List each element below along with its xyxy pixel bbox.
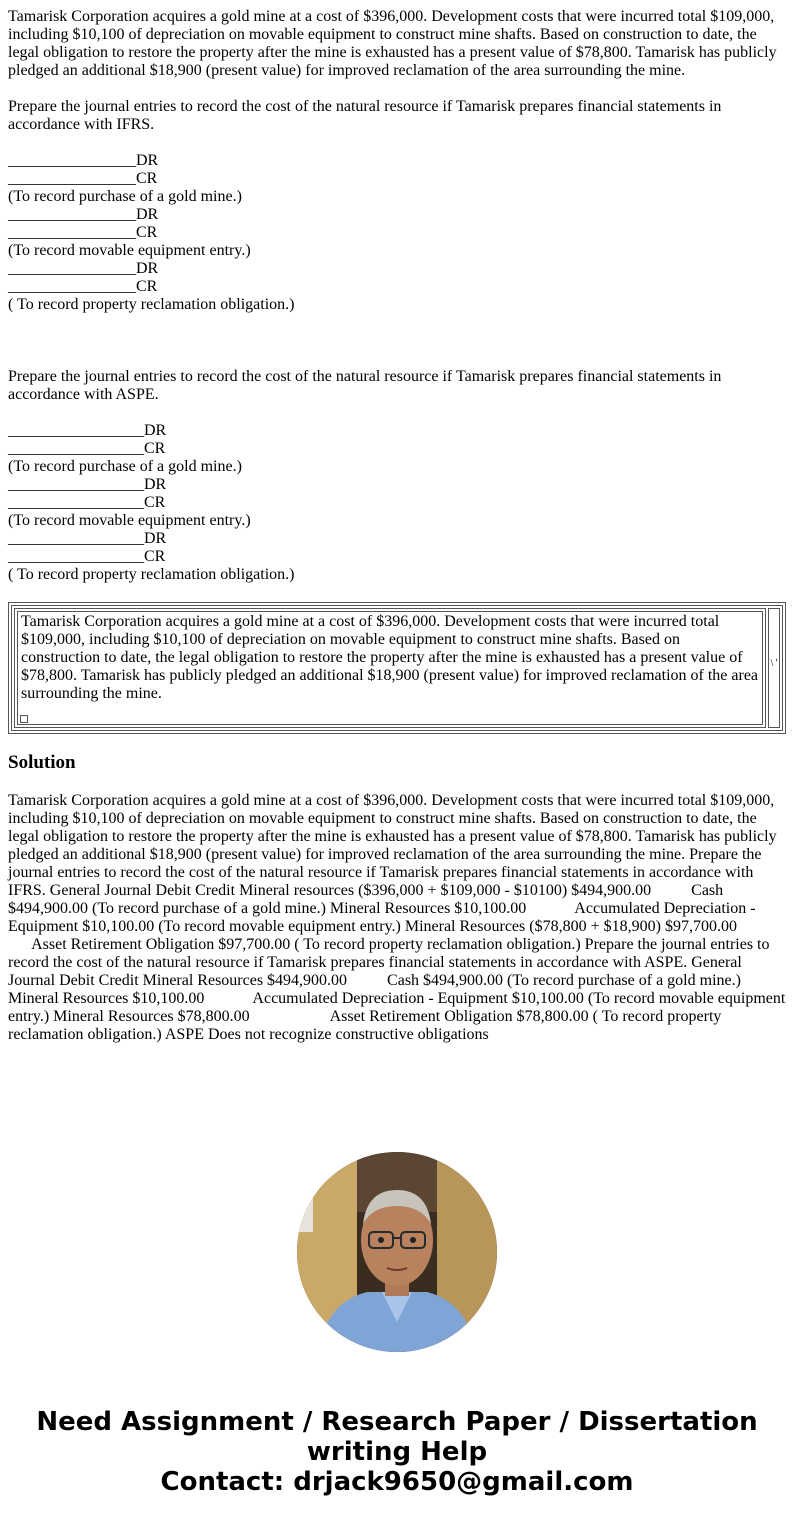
resize-handle-icon[interactable] (20, 715, 28, 723)
aspe-line: (To record purchase of a gold mine.) (8, 458, 242, 475)
ifrs-line: ________________CR (8, 224, 158, 241)
quote-textarea[interactable] (17, 611, 763, 725)
aspe-line: _________________DR (8, 530, 167, 547)
quote-box (8, 602, 786, 734)
aspe-entries (8, 422, 786, 584)
promo-line-2: Contact: drjack9650@gmail.com (160, 1467, 634, 1497)
quote-box-inner (14, 608, 766, 728)
aspe-line: (To record movable equipment entry.) (8, 512, 251, 529)
ifrs-line: ________________DR (8, 260, 159, 277)
ifrs-prompt: Prepare the journal entries to record the cost of the natural resource if Tamarisk prepares financial statements in accordance with IFRS. (8, 98, 722, 133)
person-photo-icon (297, 1152, 497, 1352)
ifrs-line: (To record purchase of a gold mine.) (8, 188, 242, 205)
aspe-line: ( To record property reclamation obligation.) (8, 566, 295, 583)
avatar-container (8, 1152, 786, 1357)
aspe-line: _________________DR (8, 476, 167, 493)
solution-heading: Solution (8, 752, 76, 773)
aspe-prompt: Prepare the journal entries to record the cost of the natural resource if Tamarisk prepares financial statements in accordance with ASPE. (8, 368, 722, 403)
scrollbar-glyph: \ ' (770, 658, 778, 669)
ifrs-entries (8, 152, 786, 314)
ifrs-line: ________________CR (8, 170, 158, 187)
promo-line-1: Need Assignment / Research Paper / Dissertation writing Help (36, 1407, 758, 1467)
ifrs-line: ( To record property reclamation obligation.) (8, 296, 295, 313)
aspe-line: _________________CR (8, 440, 166, 457)
ifrs-line: ________________DR (8, 152, 159, 169)
aspe-line: _________________CR (8, 494, 166, 511)
ifrs-line: (To record movable equipment entry.) (8, 242, 251, 259)
ifrs-line: ________________CR (8, 278, 158, 295)
solution-body: Tamarisk Corporation acquires a gold mine at a cost of $396,000. Development costs that were incurred total $109,000, including $10,100 of depreciation on movable equipment to construct mine shafts. Based on construction to date, the legal obligation to restore the property after the mine is exhausted has a present value of $78,800. Tamarisk has publicly pledged an additional $18,900 (present value) for improved reclamation of the area surrounding the mine. Prepare the journal entries to record the cost of the natural resource if Tamarisk prepares financial statements in accordance with IFRS. General Journal Debit Credit Mineral resources ($396,000 + $109,000 - $10100) $494,900.00 Cash $494,900.00 (To record purchase of a gold mine.) Mineral Resources $10,100.00 Accumulated Depreciation - Equipment $10,100.00 (To record movable equipment entry.) Mineral Resources ($78,800 + $18,900) $97,700.00 Asset Retirement Obligation $97,700.00 ( To record property reclamation obligation.) Prepare the journal entries to record the cost of the natural resource if Tamarisk prepares financial statements in accordance with ASPE. General Journal Debit Credit Mineral Resources $494,900.00 Cash $494,900.00 (To record purchase of a gold mine.) Mineral Resources $10,100.00 Accumulated Depreciation - Equipment $10,100.00 (To record movable equipment entry.) Mineral Resources $78,800.00 Asset Retirement Obligation $78,800.00 ( To record property reclamation obligation.) ASPE Does not recognize constructive obligations (8, 792, 786, 1043)
promo-banner (8, 1407, 786, 1497)
quote-box-frame (11, 605, 783, 731)
question-intro: Tamarisk Corporation acquires a gold mine at a cost of $396,000. Development costs that were incurred total $109,000, including $10,100 of depreciation on movable equipment to construct mine shafts. Based on construction to date, the legal obligation to restore the property after the mine is exhausted has a present value of $78,800. Tamarisk has publicly pledged an additional $18,900 (present value) for improved reclamation of the area surrounding the mine. (8, 8, 777, 79)
scrollbar[interactable] (768, 608, 780, 728)
aspe-line: _________________DR (8, 422, 167, 439)
quote-text: Tamarisk Corporation acquires a gold mine at a cost of $396,000. Development costs that were incurred total $109,000, including $10,100 of depreciation on movable equipment to construct mine shafts. Based on construction to date, the legal obligation to restore the property after the mine is exhausted has a present value of $78,800. Tamarisk has publicly pledged an additional $18,900 (present value) for improved reclamation of the area surrounding the mine. (21, 613, 759, 702)
ifrs-line: ________________DR (8, 206, 159, 223)
aspe-line: _________________CR (8, 548, 166, 565)
avatar (297, 1152, 497, 1352)
